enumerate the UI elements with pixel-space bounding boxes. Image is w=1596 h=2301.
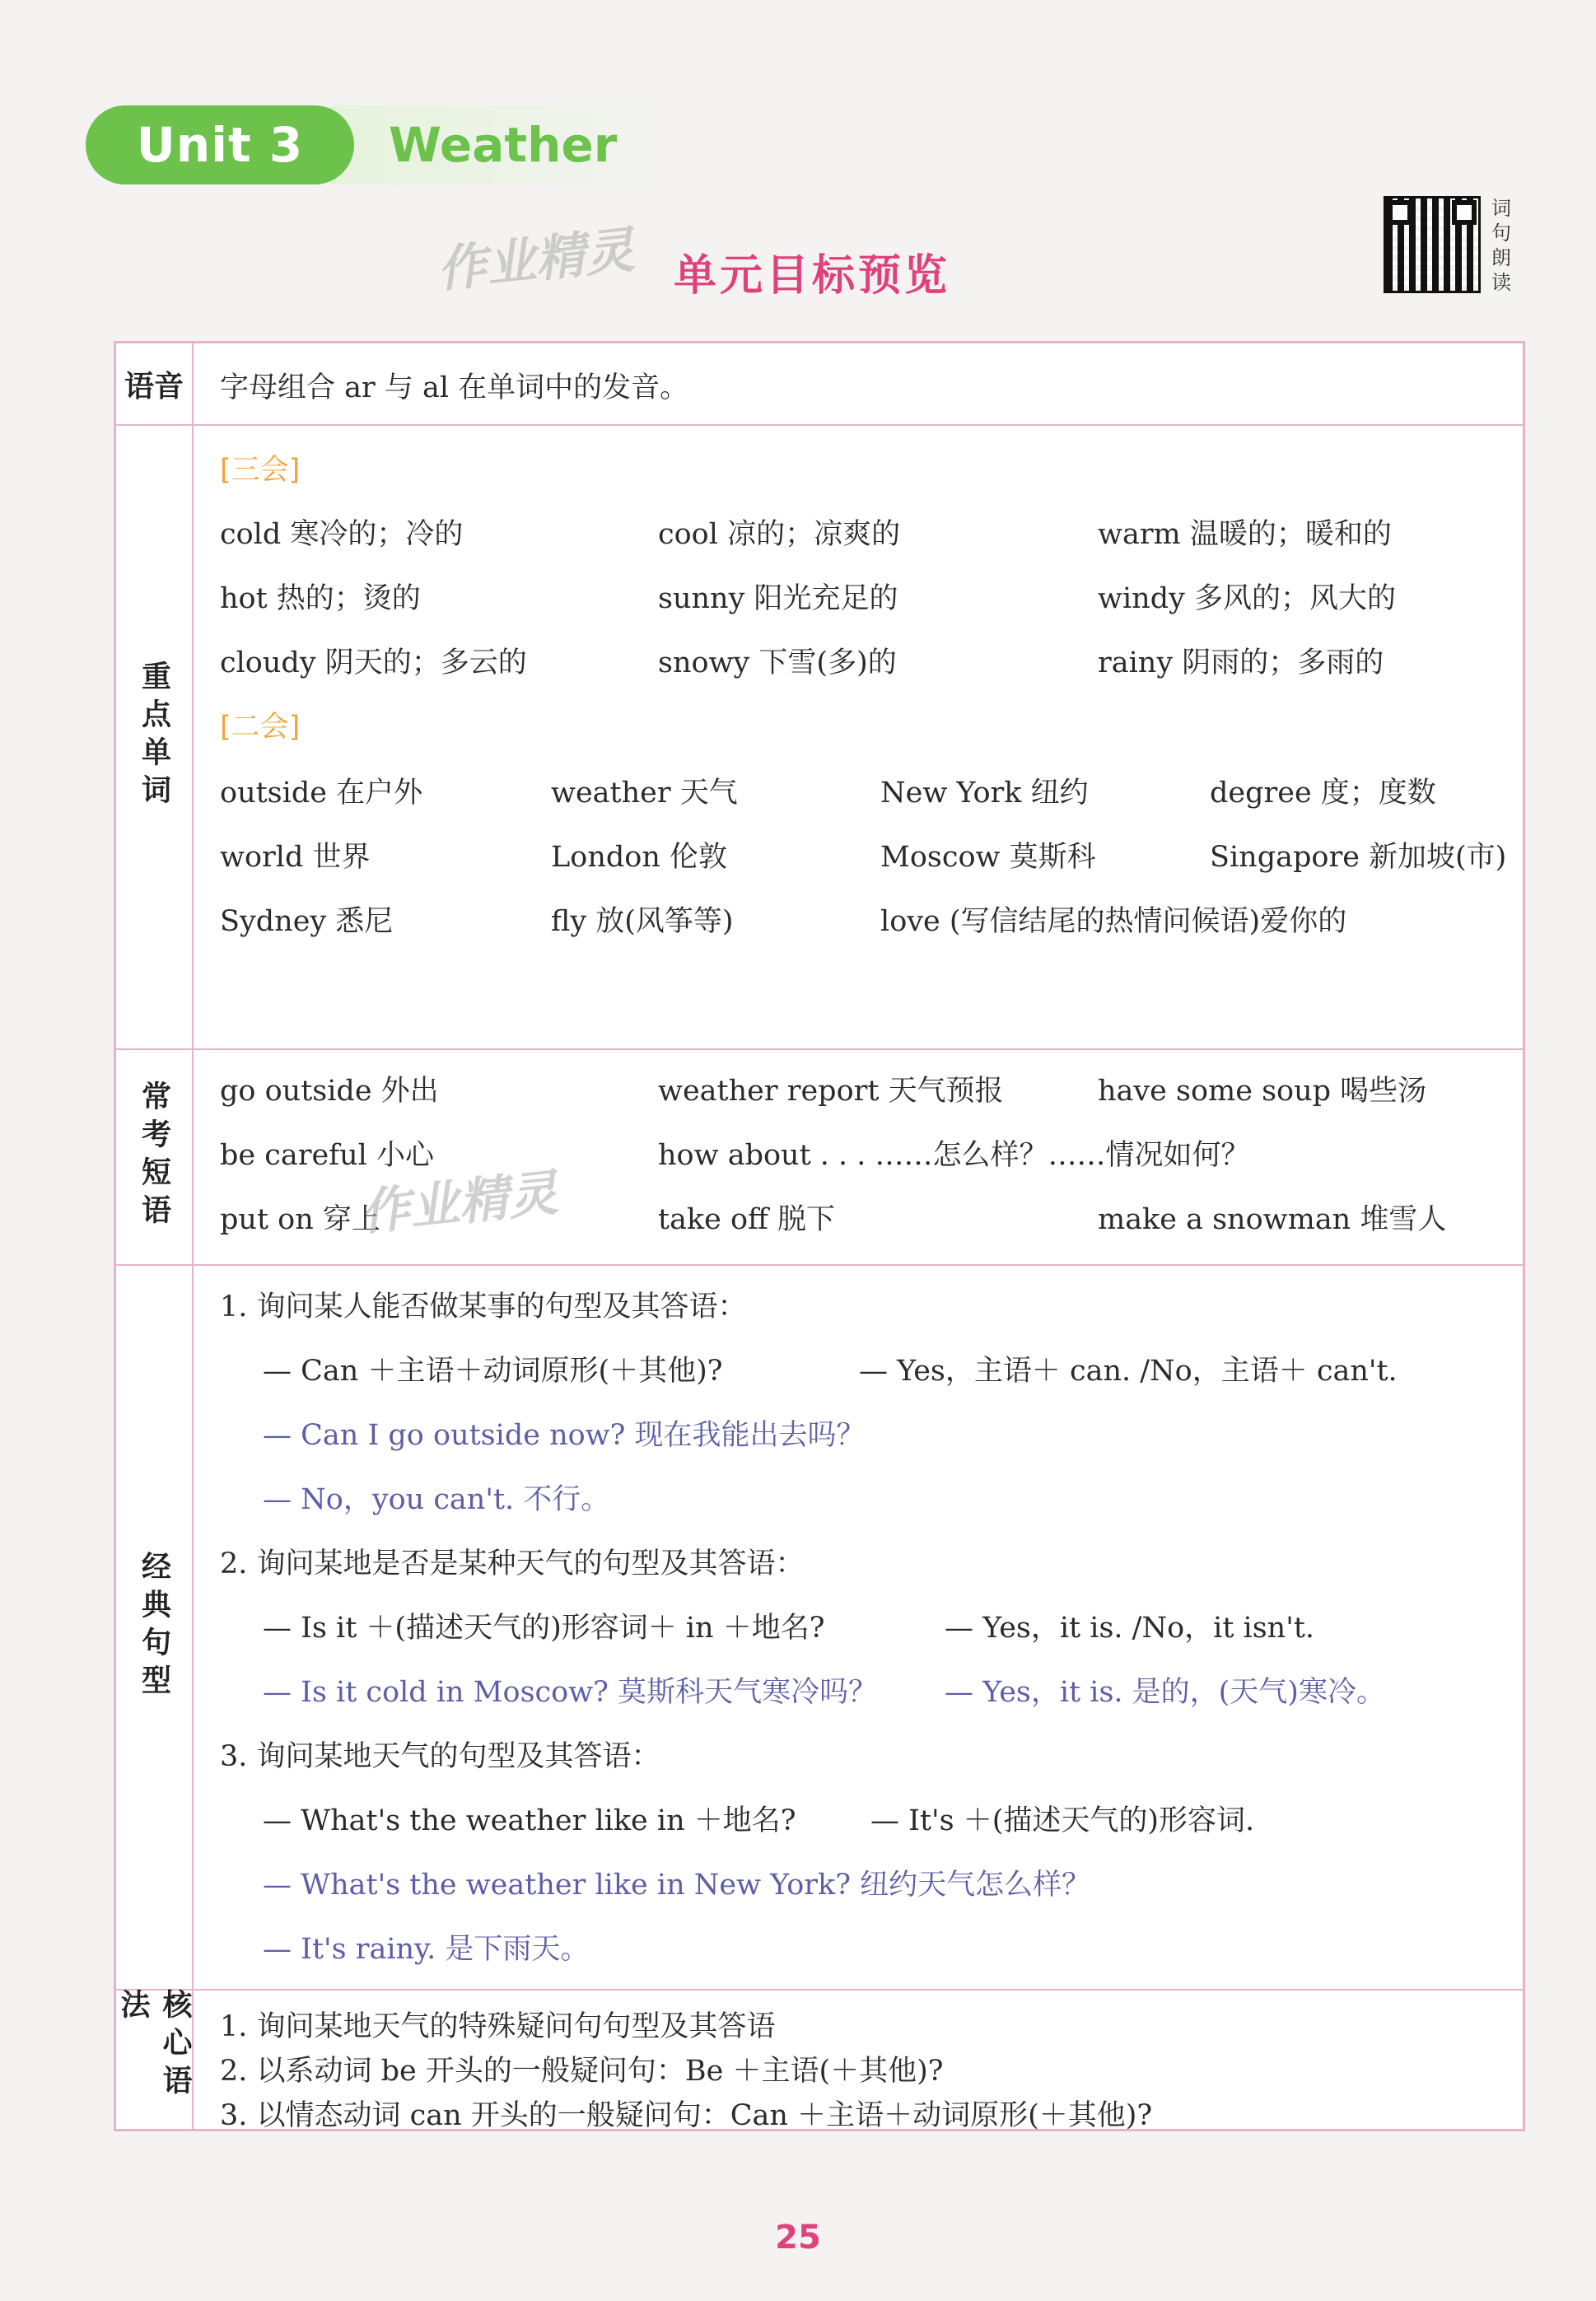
word-item: rainy 阴雨的；多雨的	[1098, 646, 1384, 679]
unit-badge	[86, 105, 354, 184]
phrase-item: have some soup 喝些汤	[1098, 1075, 1427, 1108]
grammar-item: 1. 询问某地天气的特殊疑问句句型及其答语	[220, 2010, 776, 2043]
pattern-answer: — Yes，主语＋ can. /No，主语＋ can't.	[859, 1355, 1398, 1388]
phrase-item: go outside 外出	[220, 1075, 439, 1108]
section-title: 单元目标预览	[674, 251, 951, 301]
grammar-item: 2. 以系动词 be 开头的一般疑问句：Be ＋主语(＋其他)?	[220, 2055, 944, 2088]
phrase-item: weather report 天气预报	[658, 1075, 1004, 1108]
pattern-question: — What's the weather like in ＋地名?	[263, 1804, 796, 1837]
unit-label: Unit 3	[136, 117, 304, 173]
word-item: cool 凉的；凉爽的	[658, 518, 901, 551]
pattern-title: 3. 询问某地天气的句型及其答语：	[220, 1740, 660, 1773]
example-answer: — Yes，it is. 是的，(天气)寒冷。	[945, 1676, 1385, 1709]
word-item: outside 在户外	[220, 777, 423, 810]
page-number: 25	[775, 2219, 821, 2257]
word-item: snowy 下雪(多)的	[658, 646, 897, 679]
phrase-item: be careful 小心	[220, 1139, 434, 1172]
example-question: — Is it cold in Moscow? 莫斯科天气寒冷吗？	[263, 1676, 878, 1709]
word-item: London 伦敦	[551, 841, 727, 874]
row-patterns	[116, 1264, 1523, 1991]
word-item: hot 热的；烫的	[220, 582, 421, 615]
watermark: 作业精灵	[357, 1164, 561, 1243]
word-item: fly 放(风筝等)	[551, 905, 734, 938]
word-item: windy 多风的；风大的	[1098, 582, 1396, 615]
example-answer: — It's rainy. 是下雨天。	[263, 1933, 590, 1966]
pattern-answer: — It's ＋(描述天气的)形容词.	[870, 1804, 1255, 1837]
example-question: — What's the weather like in New York? 纽约天气怎么样？	[263, 1869, 1091, 1902]
word-item: cold 寒冷的；冷的	[220, 518, 464, 551]
word-item: sunny 阳光充足的	[658, 582, 898, 615]
word-item: cloudy 阴天的；多云的	[220, 646, 527, 679]
row-grammar	[116, 1989, 1523, 2132]
example-question: — Can I go outside now? 现在我能出去吗？	[263, 1419, 866, 1452]
phrase-item: take off 脱下	[658, 1203, 836, 1236]
pronunciation-text: 字母组合 ar 与 al 在单词中的发音。	[220, 371, 689, 404]
example-answer: — No，you can't. 不行。	[263, 1483, 610, 1516]
row-phrases	[116, 1048, 1523, 1266]
unit-title: Weather	[389, 117, 618, 173]
grammar-item: 3. 以情态动词 can 开头的一般疑问句：Can ＋主语＋动词原形(＋其他)?	[220, 2099, 1153, 2132]
row-label: 语音	[116, 343, 194, 424]
phrase-item: make a snowman 堆雪人	[1098, 1203, 1447, 1236]
qr-label: 词句朗读	[1491, 197, 1511, 294]
word-item: Moscow 莫斯科	[880, 841, 1096, 874]
row-label: 常考短语	[116, 1048, 194, 1264]
preview-table	[114, 341, 1525, 2131]
phrase-item: put on 穿上	[220, 1203, 380, 1236]
row-label: 重点单词	[116, 424, 194, 1048]
group-title-two: [二会]	[220, 711, 301, 744]
word-item: warm 温暖的；暖和的	[1098, 518, 1392, 551]
row-label: 核心语法	[116, 1989, 194, 2129]
pattern-title: 1. 询问某人能否做某事的句型及其答语：	[220, 1291, 747, 1323]
watermark: 作业精灵	[434, 221, 637, 300]
row-key-words	[116, 424, 1523, 1050]
word-item: love (写信结尾的热情问候语)爱你的	[880, 905, 1347, 938]
word-item: weather 天气	[551, 777, 738, 810]
pattern-question: — Is it ＋(描述天气的)形容词＋ in ＋地名?	[263, 1612, 825, 1645]
row-label: 经典句型	[116, 1264, 194, 1989]
row-pronunciation	[116, 343, 1523, 426]
qr-code-icon[interactable]	[1384, 196, 1481, 293]
pattern-answer: — Yes，it is. /No，it isn't.	[945, 1612, 1315, 1645]
word-item: degree 度；度数	[1210, 777, 1436, 810]
word-item: world 世界	[220, 841, 371, 874]
word-item: Sydney 悉尼	[220, 905, 394, 938]
group-title-three: [三会]	[220, 454, 301, 487]
word-item: Singapore 新加坡(市)	[1210, 841, 1507, 874]
pattern-question: — Can ＋主语＋动词原形(＋其他)?	[263, 1355, 723, 1388]
pattern-title: 2. 询问某地是否是某种天气的句型及其答语：	[220, 1547, 805, 1580]
word-item: New York 纽约	[880, 777, 1089, 810]
phrase-item: how about . . . ……怎么样？……情况如何？	[658, 1139, 1250, 1172]
